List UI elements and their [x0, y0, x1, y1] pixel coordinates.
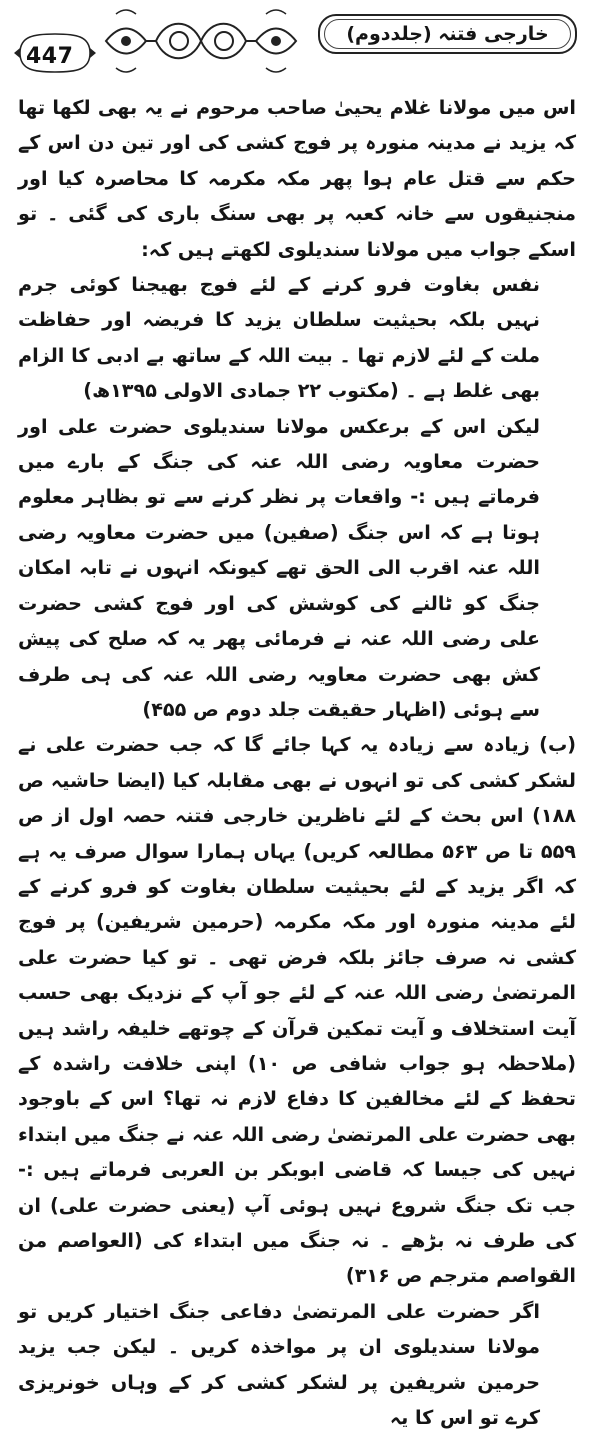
paragraph: اگر حضرت علی المرتضیٰ دفاعی جنگ اختیار کریں تو مولانا سندیلوی ان پر مواخذہ کریں ۔ لیکن جب یزید حرمین شریفین پر لشکر کشی کر کے وہاں خونریزی کرے تو اس کا یہ — [18, 1299, 540, 1430]
page-header — [0, 0, 593, 78]
running-title-frame — [318, 14, 577, 54]
paragraph-quote: نفس بغاوت فرو کرنے کے لئے فوج بھیجنا کوئی جرم نہیں بلکہ بحیثیت سلطان یزید کا فریضہ اور حفاظت ملت کے لئے لازم تھا ۔ بیت اللہ کے ساتھ بے ادبی کا الزام بھی غلط ہے ۔ (مکتوب ۲۲ جمادی الاولی ۱۳۹۵ھ) — [18, 273, 540, 403]
running-title: خارجی فتنہ (جلددوم) — [346, 23, 549, 45]
paragraph: لیکن اس کے برعکس مولانا سندیلوی حضرت علی اور حضرت معاویہ رضی اللہ عنہ کی جنگ کے بارے میں فرماتے ہیں :- واقعات پر نظر کرنے سے تو بظاہر معلوم ہوتا ہے کہ اس جنگ (صفین) میں حضرت معاویہ رضی اللہ عنہ اقرب الی الحق تھے کیونکہ انہوں نے تابہ امکان جنگ کو ٹالنے کی کوشش کی اور فوج کشی حضرت علی رضی اللہ عنہ نے فرمائی پھر یہ کہ صلح کی پیش کش بھی حضرت معاویہ رضی اللہ عنہ کی ہی طرف سے ہوئی (اظہار حقیقت جلد دوم ص ۴۵۵) — [18, 414, 540, 721]
paragraph: (ب) زیادہ سے زیادہ یہ کہا جائے گا کہ جب حضرت علی نے لشکر کشی کی تو انہوں نے بھی مقابلہ کیا (ایضا حاشیہ ص ۱۸۸) اس بحث کے لئے ناظرین خارجی فتنہ حصہ اول از ص ۵۵۹ تا ص ۵۶۳ مطالعہ کریں) یہاں ہمارا سوال صرف یہ ہے کہ اگر یزید کے لئے بحیثیت سلطان بغاوت کو فرو کرنے کے لئے مدینہ منورہ اور مکہ مکرمہ (حرمین شریفین) پر فوج کشی نہ صرف جائز بلکہ فرض تھی ۔ تو کیا حضرت علی المرتضیٰ رضی اللہ عنہ کے لئے جو آپ کے نزدیک بھی حسب آیت استخلاف و آیت تمکین قرآن کے چوتھے خلیفہ راشد ہیں (ملاحظہ ہو جواب شافی ص ۱۰) اپنی خلافت راشدہ کے تحفظ کے لئے مخالفین کا دفاع لازم نہ تھا؟ اس کے باوجود بھی حضرت علی المرتضیٰ رضی اللہ عنہ نے جنگ میں ابتداء نہیں کی جیسا کہ قاضی ابوبکر بن العربی فرماتے ہیں :- جب تک جنگ شروع نہیں ہوئی آپ (یعنی حضرت علی) ان کی طرف نہ بڑھے ۔ نہ جنگ میں ابتداء کی (العواصم من القواصم مترجم ص ۳۱۶) — [18, 733, 576, 1288]
page-body — [18, 90, 576, 1435]
paragraph: اس میں مولانا غلام یحییٰ صاحب مرحوم نے یہ بھی لکھا تھا کہ یزید نے مدینہ منورہ پر فوج کشی کی اور تین دن اس کے حکم سے قتل عام ہوا پھر مکہ مکرمہ کا محاصرہ کیا اور منجنیقوں سے خانہ کعبہ پر بھی سنگ باری کی گئی ۔ تو اسکے جواب میں مولانا سندیلوی لکھتے ہیں کہ: — [18, 96, 576, 261]
header-ornament-icon — [96, 6, 306, 76]
page-number: 447 — [26, 44, 74, 69]
page-number-frame-icon — [14, 30, 96, 76]
